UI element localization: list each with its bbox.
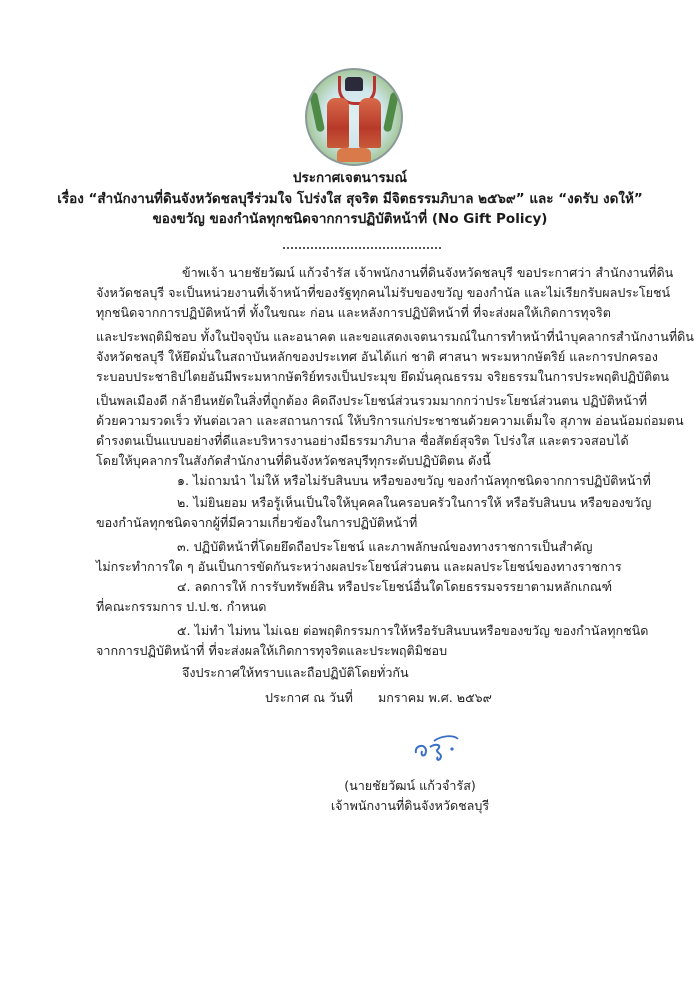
- paragraph-line: จังหวัดชลบุรี ให้ยึดมั่นในสถาบันหลักของประเทศ อันได้แก่ ชาติ ศาสนา พระมหากษัตริย์ และการปกครอง: [96, 349, 658, 364]
- list-item-4: ๔. ลดการให้ การรับทรัพย์สิน หรือประโยชน์อื่นใดโดยธรรมจรรยาตามหลักเกณฑ์: [177, 579, 613, 594]
- subject-line-2: ของขวัญ ของกำนัลทุกชนิดจากการปฏิบัติหน้าที่ (No Gift Policy): [152, 211, 548, 227]
- announcement-date-label: ประกาศ ณ วันที่: [265, 690, 353, 705]
- signatory-position: เจ้าพนักงานที่ดินจังหวัดชลบุรี: [330, 798, 490, 813]
- paragraph-line: โดยให้บุคลากรในสังกัดสำนักงานที่ดินจังหวัดชลบุรีทุกระดับปฏิบัติตน ดังนี้: [96, 453, 491, 468]
- paragraph-line: ด้วยความรวดเร็ว ทันต่อเวลา และสถานการณ์ ให้บริการแก่ประชาชนด้วยความเต็มใจ สุภาพ อ่อนน้อมถ่อมตน: [96, 413, 684, 428]
- paragraph-line: จังหวัดชลบุรี จะเป็นหน่วยงานที่เจ้าหน้าที่ของรัฐทุกคนไม่รับของขวัญ ของกำนัล และไม่เรียกรับผลประโยชน์: [96, 285, 671, 300]
- announcement-date-value: มกราคม พ.ศ. ๒๕๖๙: [378, 690, 492, 705]
- provincial-seal-icon: [305, 68, 403, 166]
- paragraph-line: ทุกชนิดจากการปฏิบัติหน้าที่ ทั้งในขณะ ก่อน และหลังการปฏิบัติหน้าที่ ที่จะส่งผลให้เกิดการทุจริต: [96, 305, 611, 320]
- list-item-3-cont: ไม่กระทำการใด ๆ อันเป็นการขัดกันระหว่างผลประโยชน์ส่วนตน และผลประโยชน์ของทางราชการ: [96, 559, 622, 574]
- list-item-2-cont: ของกำนัลทุกชนิดจากผู้ที่มีความเกี่ยวข้องในการปฏิบัติหน้าที่: [96, 515, 418, 530]
- list-item-4-cont: ที่คณะกรรมการ ป.ป.ช. กำหนด: [96, 599, 267, 614]
- paragraph-line: เป็นพลเมืองดี กล้ายืนหยัดในสิ่งที่ถูกต้อง คิดถึงประโยชน์ส่วนรวมมากกว่าประโยชน์ส่วนตน ปฏิบัติหน้าที่: [96, 393, 648, 408]
- paragraph-line: และประพฤติมิชอบ ทั้งในปัจจุบัน และอนาคต และขอแสดงเจตนารมณ์ในการทำหน้าที่นำบุคลากรสำนักงานที่ดิน: [96, 329, 694, 344]
- closing-statement: จึงประกาศให้ทราบและถือปฏิบัติโดยทั่วกัน: [182, 665, 409, 680]
- dotted-divider: [283, 247, 441, 249]
- list-item-2: ๒. ไม่ยินยอม หรือรู้เห็นเป็นใจให้บุคคลในครอบครัวในการให้ หรือรับสินบน หรือของขวัญ: [177, 495, 652, 510]
- document-title: ประกาศเจตนารมณ์: [292, 170, 408, 186]
- list-item-5: ๕. ไม่ทำ ไม่ทน ไม่เฉย ต่อพฤติกรรมการให้หรือรับสินบนหรือของขวัญ ของกำนัลทุกชนิด: [177, 623, 649, 638]
- handwritten-signature-icon: [412, 733, 472, 763]
- signatory-name: (นายชัยวัฒน์ แก้วจำรัส): [344, 778, 476, 793]
- paragraph-line: ดำรงตนเป็นแบบอย่างที่ดีและบริหารงานอย่างมีธรรมาภิบาล ซื่อสัตย์สุจริต โปร่งใส และตรวจสอบได้: [96, 433, 629, 448]
- list-item-3: ๓. ปฏิบัติหน้าที่โดยยึดถือประโยชน์ และภาพลักษณ์ของทางราชการเป็นสำคัญ: [177, 539, 593, 554]
- list-item-5-cont: จากการปฏิบัติหน้าที่ ที่จะส่งผลให้เกิดการทุจริตและประพฤติมิชอบ: [96, 643, 448, 658]
- subject-line-1: เรื่อง “สำนักงานที่ดินจังหวัดชลบุรีร่วมใจ โปร่งใส สุจริต มีจิตธรรมภิบาล ๒๕๖๙” และ “งดรับ งดให้”: [57, 191, 643, 207]
- paragraph-line: ระบอบประชาธิปไตยอันมีพระมหากษัตริย์ทรงเป็นประมุข ยึดมั่นคุณธรรม จริยธรรมในการประพฤติปฏิบัติตน: [96, 369, 669, 384]
- paragraph-line: ข้าพเจ้า นายชัยวัฒน์ แก้วจำรัส เจ้าพนักงานที่ดินจังหวัดชลบุรี ขอประกาศว่า สำนักงานที่ดิน: [182, 265, 674, 280]
- list-item-1: ๑. ไม่ถามนำ ไม่ให้ หรือไม่รับสินบน หรือของขวัญ ของกำนัลทุกชนิดจากการปฏิบัติหน้าที่: [177, 473, 651, 488]
